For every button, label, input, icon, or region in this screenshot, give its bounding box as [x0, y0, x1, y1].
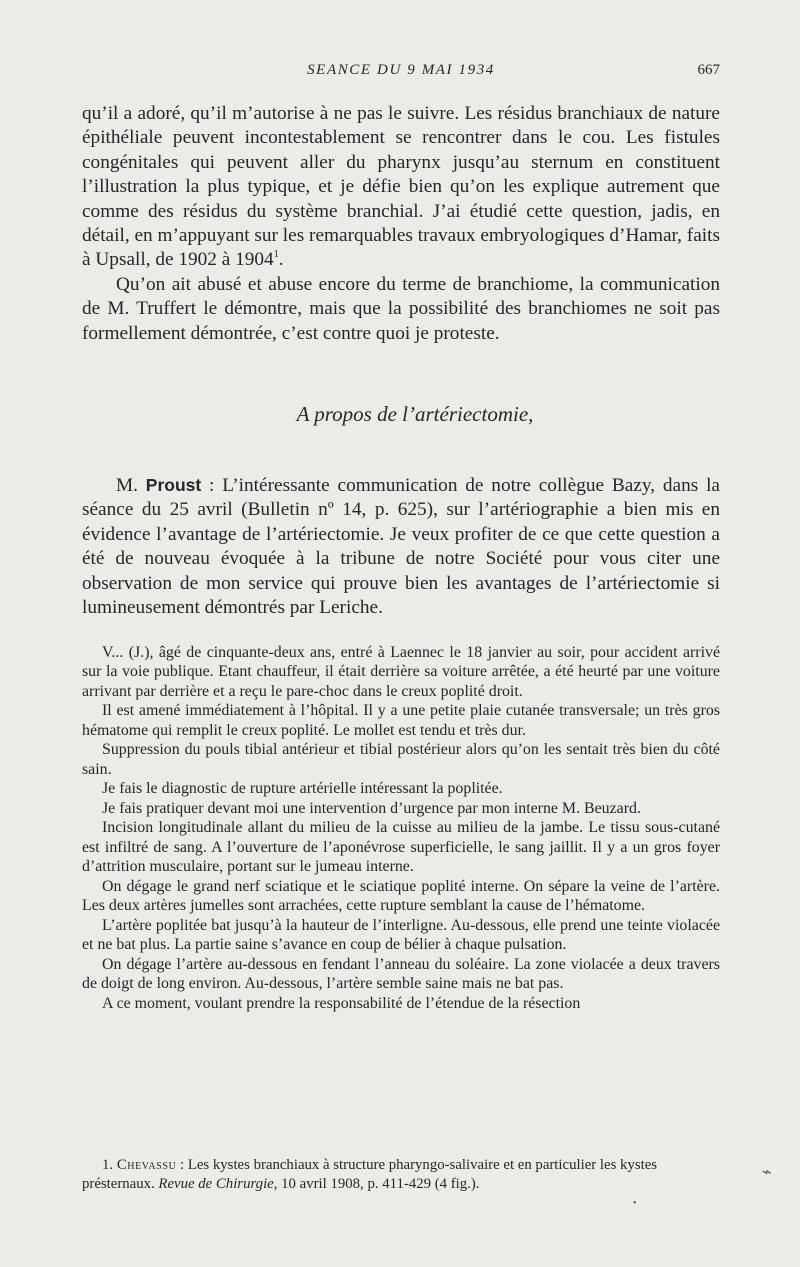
observation-paragraph: Je fais pratiquer devant moi une intervention d’urgence par mon interne M. Beuzard.: [102, 799, 641, 817]
observation-paragraph: On dégage le grand nerf sciatique et le sciatique poplité interne. On sépare la veine de l’artère. Les deux artères jumelles sont arrachées, cette rupture semblant la cause de l’hématome.: [82, 877, 720, 914]
observation-paragraph: L’artère poplitée bat jusqu’à la hauteur de l’interligne. Au-dessous, elle prend une teinte violacée et ne bat plus. La partie saine s’avance en coup de bélier à chaque pulsation.: [82, 916, 720, 953]
observation-paragraph: V... (J.), âgé de cinquante-deux ans, entré à Laennec le 18 janvier au soir, pour accident arrivé sur la voie publique. Etant chauffeur, il était derrière sa voiture arrêtée, a été heurté par une voiture arrivant par derrière et a reçu le pare-choc dans le creux poplité droit.: [82, 643, 720, 700]
observation-paragraph: A ce moment, voulant prendre la responsabilité de l’étendue de la résection: [102, 994, 581, 1012]
section-title: A propos de l’artériectomie,: [296, 402, 534, 427]
section-text: [82, 473, 720, 620]
speaker-name: Proust: [145, 475, 202, 496]
observation-paragraph: Il est amené immédiatement à l’hôpital. Il y a une petite plaie cutanée transversale; un très gros hématome qui remplit le creux poplité. Le mollet est tendu et très dur.: [82, 702, 720, 739]
observation-paragraph: Suppression du pouls tibial antérieur et tibial postérieur alors qu’on les sentait très bien du côté sain.: [82, 741, 720, 778]
intro-paragraph-2: Qu’on ait abusé et abuse encore du terme de branchiome, la communication de M. Truffert le démontre, mais que la possibilité des branchiomes ne soit pas formellement démontrée, c’est contre quoi je proteste.: [82, 273, 720, 344]
intro-text: [82, 102, 720, 346]
footnote-journal: Revue de Chirurgie: [158, 1176, 274, 1192]
observation-paragraph: Je fais le diagnostic de rupture artérielle intéressant la poplitée.: [102, 780, 503, 797]
observation-paragraph: Incision longitudinale allant du milieu de la cuisse au milieu de la jambe. Le tissu sous-cutané est infiltré de sang. A l’ouverture de l’aponévrose superficielle, le sang jaillit. Il y a un gros foyer d’attrition musculaire, portant sur le jumeau interne.: [82, 819, 720, 875]
ink-speck: ⌁: [762, 1164, 772, 1181]
footnotes: [82, 1156, 732, 1194]
page-header: [82, 56, 720, 82]
intro-paragraph-1: qu’il a adoré, qu’il m’autorise à ne pas le suivre. Les résidus branchiaux de nature épithéliale peuvent incontestablement se rencontrer dans le cou. Les fistules congénitales qui peuvent aller du pharynx jusqu’au sternum en constituent l’illustration la plus typique, et je défie bien qu’on les explique autrement que comme des résidus du système branchial. J’ai étudié cette question, jadis, en détail, en m’appuyant sur les remarquables travaux embryologiques d’Hamar, faits à Upsall, de 1902 à 1904$^1$.: [82, 103, 720, 271]
footnote-author: Chevassu: [116, 1157, 177, 1173]
observation-text: [82, 643, 720, 1014]
observation-paragraph: On dégage l’artère au-dessous en fendant l’anneau du soléaire. La zone violacée a deux travers de doigt de long environ. Au-dessous, l’artère semble saine mais ne bat pas.: [82, 955, 720, 992]
document-page: [82, 56, 720, 1013]
footnote-reference: 1: [273, 249, 279, 261]
running-title: SEANCE DU 9 MAI 1934: [307, 62, 495, 78]
page-number: 667: [697, 62, 720, 78]
section-paragraph-1: M. Proust : L’intéressante communication de notre collègue Bazy, dans la séance du 25 avril (Bulletin nº 14, p. 625), sur l’artériographie a bien mis en évidence l’avantage de l’artériectomie. Je veux profiter de ce que cette question a été de nouveau évoquée à la tribune de notre Société pour vous citer une observation de mon service qui prouve bien les avantages de l’artériectomie si lumineusement démontrés par Leriche.: [82, 475, 720, 619]
footnote-1: 1. Chevassu : Les kystes branchiaux à structure pharyngo-salivaire et en particulier les kystes présternaux. Revue de Chirurgie, 10 avril 1908, p. 411-429 (4 fig.).: [82, 1157, 658, 1192]
speaker-prefix: M.: [116, 475, 138, 497]
ink-speck: •: [633, 1198, 637, 1209]
